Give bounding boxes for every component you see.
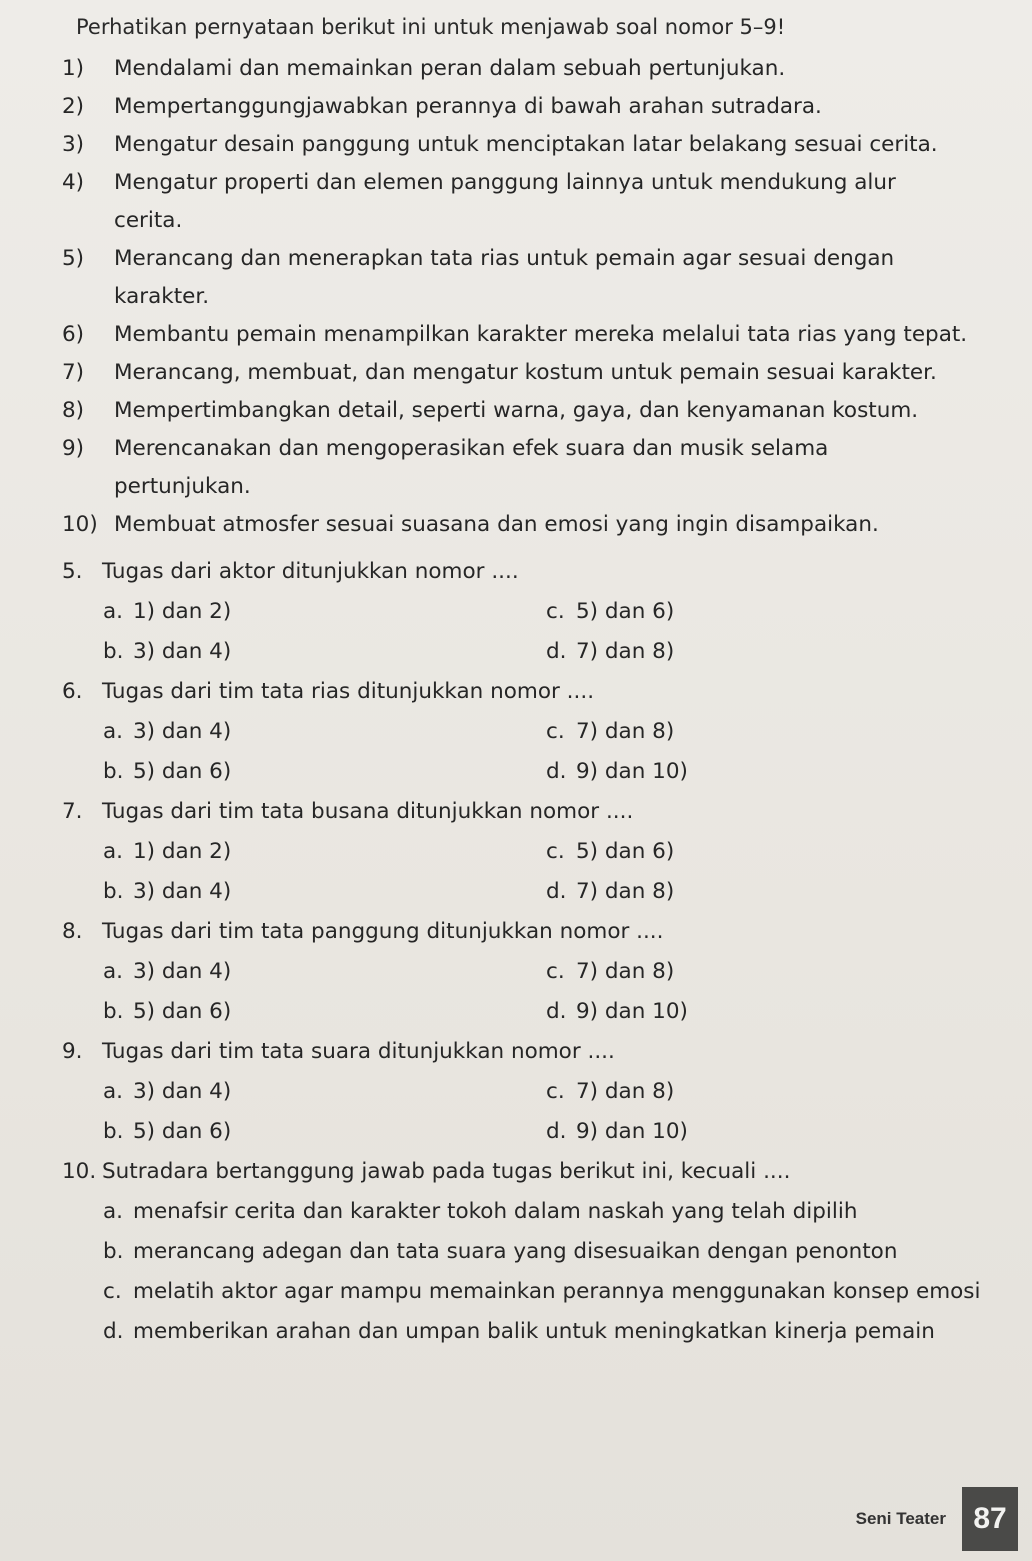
- statement-line: Mengatur properti dan elemen panggung lainnya untuk mendukung alur: [114, 170, 896, 195]
- option-text: 1) dan 2): [133, 839, 232, 864]
- option-letter: c.: [546, 959, 565, 984]
- answer-option[interactable]: [103, 1072, 546, 1112]
- answer-option[interactable]: [546, 632, 986, 672]
- question-number: 10.: [62, 1159, 97, 1184]
- question-number: 5.: [62, 559, 83, 584]
- option-letter: b.: [103, 1119, 124, 1144]
- option-letter: c.: [103, 1279, 122, 1304]
- question-item: [62, 1152, 1022, 1352]
- answer-option[interactable]: [103, 592, 546, 632]
- statement-item: [62, 240, 1022, 316]
- statement-text: [114, 506, 1022, 544]
- statement-line: karakter.: [114, 284, 210, 309]
- option-letter: b.: [103, 639, 124, 664]
- option-text: 3) dan 4): [133, 879, 232, 904]
- option-text: 7) dan 8): [576, 879, 675, 904]
- question-stem: [62, 1032, 1022, 1072]
- statement-text: [114, 126, 1022, 164]
- statement-text: [114, 316, 1022, 354]
- option-text: 3) dan 4): [133, 719, 232, 744]
- page-footer: [856, 1487, 1018, 1551]
- option-letter: a.: [103, 599, 124, 624]
- statement-line: Membantu pemain menampilkan karakter mereka melalui tata rias yang tepat.: [114, 322, 968, 347]
- answer-option[interactable]: [103, 832, 546, 872]
- option-text: 9) dan 10): [576, 759, 688, 784]
- statement-item: [62, 88, 1022, 126]
- question-number: 6.: [62, 679, 83, 704]
- answer-option[interactable]: [546, 992, 986, 1032]
- option-letter: b.: [103, 999, 124, 1024]
- question-text: Tugas dari tim tata rias ditunjukkan nomor ....: [102, 679, 595, 704]
- option-letter: a.: [103, 1079, 124, 1104]
- question-text: Sutradara bertanggung jawab pada tugas berikut ini, kecuali ....: [102, 1159, 791, 1184]
- option-text: 5) dan 6): [576, 599, 675, 624]
- option-letter: d.: [546, 999, 567, 1024]
- option-letter: c.: [546, 1079, 565, 1104]
- option-text: 3) dan 4): [133, 1079, 232, 1104]
- answer-option[interactable]: [546, 752, 986, 792]
- answer-options: [62, 1072, 1022, 1152]
- option-letter: b.: [103, 759, 124, 784]
- option-text: menafsir cerita dan karakter tokoh dalam naskah yang telah dipilih: [133, 1199, 858, 1224]
- option-text: melatih aktor agar mampu memainkan perannya menggunakan konsep emosi: [133, 1279, 981, 1304]
- answer-option[interactable]: [546, 712, 986, 752]
- answer-option[interactable]: [103, 632, 546, 672]
- statement-line: Membuat atmosfer sesuai suasana dan emosi yang ingin disampaikan.: [114, 512, 879, 537]
- option-text: 3) dan 4): [133, 639, 232, 664]
- option-text: 7) dan 8): [576, 719, 675, 744]
- option-text: 5) dan 6): [133, 999, 232, 1024]
- answer-options: [62, 952, 1022, 1032]
- statement-number: 9): [62, 436, 85, 461]
- statement-line: Mendalami dan memainkan peran dalam sebuah pertunjukan.: [114, 56, 786, 81]
- option-text: 9) dan 10): [576, 999, 688, 1024]
- answer-option[interactable]: [546, 952, 986, 992]
- statement-number: 7): [62, 360, 85, 385]
- option-text: 3) dan 4): [133, 959, 232, 984]
- question-number: 8.: [62, 919, 83, 944]
- statement-line: Merancang dan menerapkan tata rias untuk pemain agar sesuai dengan: [114, 246, 895, 271]
- answer-option[interactable]: [103, 1312, 1022, 1352]
- answer-option[interactable]: [103, 752, 546, 792]
- option-letter: d.: [546, 639, 567, 664]
- statement-line: Mempertimbangkan detail, seperti warna, gaya, dan kenyamanan kostum.: [114, 398, 919, 423]
- option-letter: a.: [103, 959, 124, 984]
- statement-number: 10): [62, 512, 98, 537]
- statement-line: Mempertanggungjawabkan perannya di bawah arahan sutradara.: [114, 94, 822, 119]
- statement-list: [62, 50, 1022, 544]
- answer-option[interactable]: [103, 1232, 1022, 1272]
- statement-text: [114, 392, 1022, 430]
- page-number: 87: [962, 1487, 1018, 1551]
- answer-option[interactable]: [103, 1192, 1022, 1232]
- statement-item: [62, 126, 1022, 164]
- statement-number: 2): [62, 94, 85, 119]
- statement-line: Merancang, membuat, dan mengatur kostum untuk pemain sesuai karakter.: [114, 360, 937, 385]
- question-list: [62, 552, 1022, 1352]
- statement-item: [62, 316, 1022, 354]
- book-title: Seni Teater: [855, 1509, 946, 1528]
- statement-line: pertunjukan.: [114, 474, 251, 499]
- option-letter: c.: [546, 719, 565, 744]
- question-item: [62, 792, 1022, 912]
- option-letter: a.: [103, 839, 124, 864]
- question-item: [62, 552, 1022, 672]
- option-letter: b.: [103, 1239, 124, 1264]
- option-text: 9) dan 10): [576, 1119, 688, 1144]
- option-letter: d.: [546, 879, 567, 904]
- statement-item: [62, 392, 1022, 430]
- question-item: [62, 1032, 1022, 1152]
- option-letter: d.: [546, 759, 567, 784]
- option-text: 7) dan 8): [576, 959, 675, 984]
- answer-option[interactable]: [546, 872, 986, 912]
- statement-number: 4): [62, 170, 85, 195]
- answer-option[interactable]: [103, 1272, 1022, 1312]
- question-number: 7.: [62, 799, 83, 824]
- question-stem: [62, 912, 1022, 952]
- answer-option[interactable]: [103, 992, 546, 1032]
- question-stem: [62, 552, 1022, 592]
- question-item: [62, 912, 1022, 1032]
- statement-text: [114, 354, 1022, 392]
- statement-number: 3): [62, 132, 85, 157]
- option-text: 7) dan 8): [576, 639, 675, 664]
- option-letter: c.: [546, 839, 565, 864]
- option-letter: c.: [546, 599, 565, 624]
- option-text: 5) dan 6): [133, 759, 232, 784]
- question-stem: [62, 672, 1022, 712]
- answer-option[interactable]: [546, 1112, 986, 1152]
- statement-item: [62, 164, 1022, 240]
- answer-options: [62, 592, 1022, 672]
- statement-text: [114, 88, 1022, 126]
- option-text: memberikan arahan dan umpan balik untuk meningkatkan kinerja pemain: [133, 1319, 935, 1344]
- question-text: Tugas dari tim tata busana ditunjukkan nomor ....: [102, 799, 634, 824]
- option-letter: a.: [103, 1199, 124, 1224]
- statement-number: 5): [62, 246, 85, 271]
- statement-line: Mengatur desain panggung untuk menciptakan latar belakang sesuai cerita.: [114, 132, 938, 157]
- question-text: Tugas dari tim tata suara ditunjukkan nomor ....: [102, 1039, 615, 1064]
- statement-text: [114, 50, 1022, 88]
- answer-options: [62, 832, 1022, 912]
- answer-option[interactable]: [546, 832, 986, 872]
- question-item: [62, 672, 1022, 792]
- question-number: 9.: [62, 1039, 83, 1064]
- option-text: 1) dan 2): [133, 599, 232, 624]
- option-letter: b.: [103, 879, 124, 904]
- statement-item: [62, 506, 1022, 544]
- instruction-text: Perhatikan pernyataan berikut ini untuk menjawab soal nomor 5–9!: [76, 15, 786, 39]
- statement-item: [62, 354, 1022, 392]
- statement-text: [114, 240, 1022, 316]
- statement-line: Merencanakan dan mengoperasikan efek suara dan musik selama: [114, 436, 829, 461]
- option-letter: d.: [546, 1119, 567, 1144]
- option-text: 5) dan 6): [576, 839, 675, 864]
- option-text: merancang adegan dan tata suara yang disesuaikan dengan penonton: [133, 1239, 898, 1264]
- statement-number: 8): [62, 398, 85, 423]
- statement-number: 1): [62, 56, 85, 81]
- statement-text: [114, 430, 1022, 506]
- option-letter: d.: [103, 1319, 124, 1344]
- answer-option[interactable]: [103, 952, 546, 992]
- answer-options: [62, 1192, 1022, 1352]
- statement-item: [62, 430, 1022, 506]
- question-stem: [62, 1152, 1022, 1192]
- answer-option[interactable]: [103, 872, 546, 912]
- answer-option[interactable]: [103, 712, 546, 752]
- statement-line: cerita.: [114, 208, 183, 233]
- answer-option[interactable]: [546, 1072, 986, 1112]
- question-text: Tugas dari aktor ditunjukkan nomor ....: [102, 559, 519, 584]
- statement-number: 6): [62, 322, 85, 347]
- question-text: Tugas dari tim tata panggung ditunjukkan nomor ....: [102, 919, 664, 944]
- answer-option[interactable]: [546, 592, 986, 632]
- option-text: 7) dan 8): [576, 1079, 675, 1104]
- question-stem: [62, 792, 1022, 832]
- answer-option[interactable]: [103, 1112, 546, 1152]
- statement-text: [114, 164, 1022, 240]
- option-letter: a.: [103, 719, 124, 744]
- statement-item: [62, 50, 1022, 88]
- answer-options: [62, 712, 1022, 792]
- option-text: 5) dan 6): [133, 1119, 232, 1144]
